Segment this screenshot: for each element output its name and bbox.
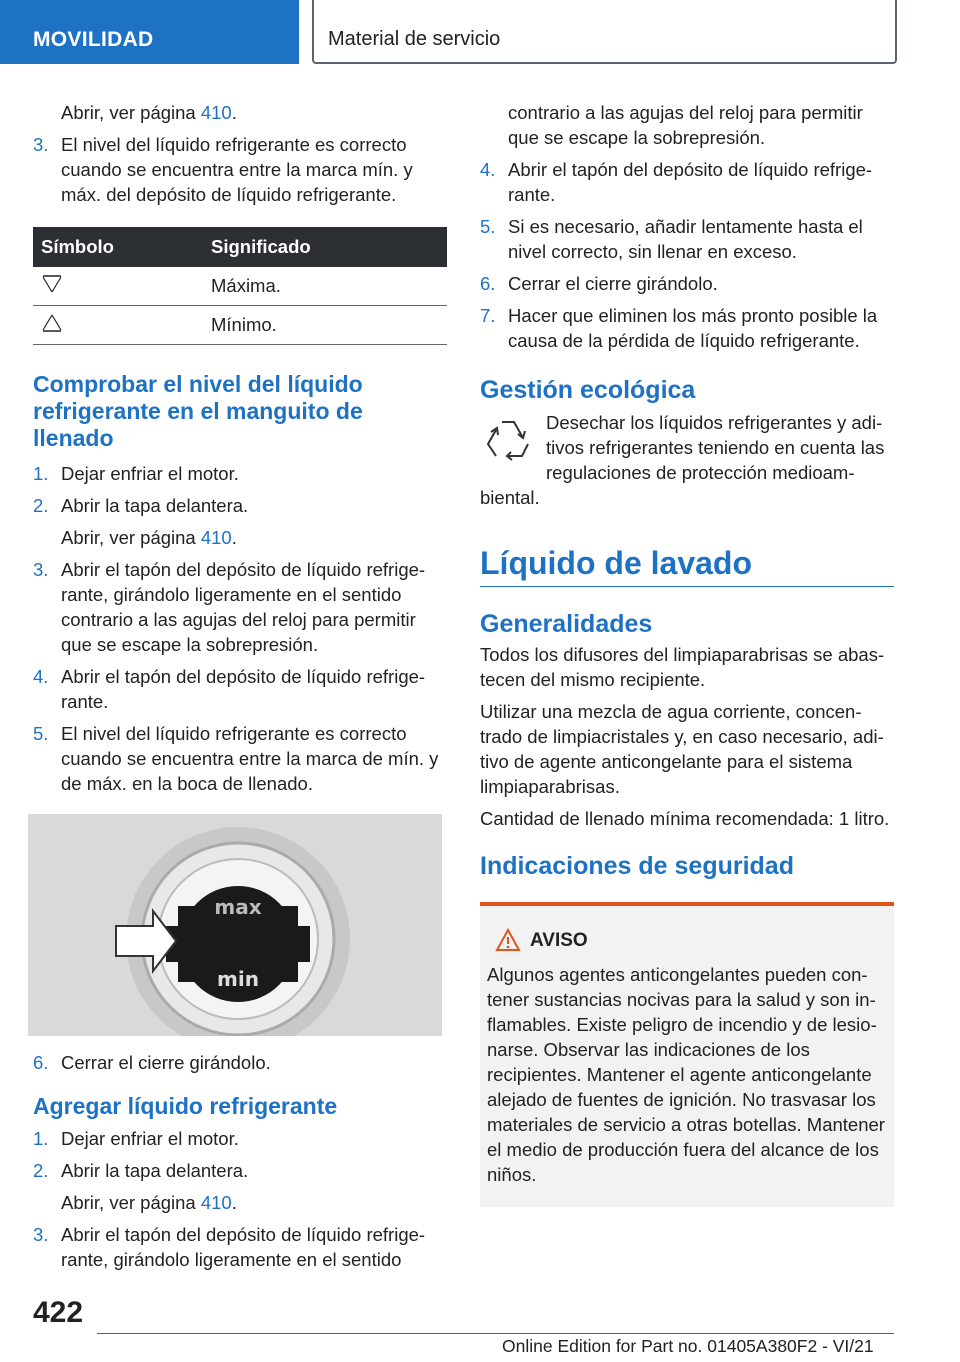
- chapter-label: Material de servicio: [328, 28, 501, 50]
- list-item: 4. Abrir el tapón del depósito de líquido refrigerante.: [480, 159, 873, 205]
- eco-block: [480, 410, 894, 510]
- max-label: max: [214, 895, 262, 919]
- open-reference: Abrir, ver página 410.: [61, 1192, 237, 1213]
- page-link[interactable]: 410: [200, 527, 232, 548]
- left-column: [33, 100, 447, 1279]
- section-label: MOVILIDAD: [33, 28, 154, 51]
- section-heading-add: Agregar líquido refrigerante: [33, 1093, 338, 1119]
- min-label: min: [217, 967, 259, 991]
- min-mark-icon: [41, 313, 63, 333]
- eco-text: Desechar los líquidos refrigerantes y aditivos refrigerantes teniendo en cuenta las regulaciones de protección medioambiental.: [480, 412, 885, 508]
- list-item: 6. Cerrar el cierre girándolo.: [33, 1052, 271, 1073]
- paragraph: Cantidad de llenado mínima recomendada: 1 litro.: [480, 808, 890, 829]
- list-item: 1. Dejar enfriar el motor.: [33, 1128, 239, 1149]
- open-reference: Abrir, ver página 410.: [61, 102, 237, 123]
- list-item: 5. Si es necesario, añadir lentamente hasta el nivel correcto, sin llenar en exceso.: [480, 216, 863, 262]
- open-reference: Abrir, ver página 410.: [61, 527, 237, 548]
- paragraph: Utilizar una mezcla de agua corriente, concentrado de limpiacristales y, en caso necesario, aditivo de agente anticongelante para el sistema limpiaparabrisas.: [480, 701, 884, 797]
- section-heading-general: Generalidades: [480, 610, 653, 638]
- table-cell: Máxima.: [211, 267, 447, 306]
- warning-icon: [495, 928, 521, 952]
- page-link[interactable]: 410: [200, 1192, 232, 1213]
- list-item: 3. Abrir el tapón del depósito de líquido refrigerante, girándolo ligeramente en el sentido: [33, 1224, 426, 1270]
- section-heading-eco: Gestión ecológica: [480, 376, 696, 404]
- table-header-meaning: Significado: [211, 227, 447, 267]
- footer-rule: [97, 1333, 894, 1334]
- list-item: 7. Hacer que eliminen los más pronto posible la causa de la pérdida de líquido refrigerante.: [480, 305, 878, 351]
- list-item: 1. Dejar enfriar el motor.: [33, 463, 239, 484]
- max-mark-icon: [41, 274, 63, 294]
- table-row: [33, 267, 447, 306]
- page-link[interactable]: 410: [200, 102, 232, 123]
- table-cell: Mínimo.: [211, 306, 447, 345]
- right-column: [480, 100, 894, 1207]
- filler-neck-photo: [28, 814, 442, 1036]
- list-item: 3. El nivel del líquido refrigerante es correcto cuando se encuentra entre la marca mín. y máx. del depósito de líquido refrigerante.: [33, 134, 413, 205]
- list-item: 4. Abrir el tapón del depósito de líquido refrigerante.: [33, 666, 426, 712]
- symbol-table: [33, 227, 447, 345]
- section-heading-check: Comprobar el nivel del líquido refrigerante en el manguito de llenado: [33, 371, 363, 451]
- chapter-tab: [312, 0, 897, 64]
- list-item: 6. Cerrar el cierre girándolo.: [480, 273, 718, 294]
- list-item: 3. Abrir el tapón del depósito de líquido refrigerante, girándolo ligeramente en el sentido contrario a las agujas del reloj para permitir que se escape la sobrepresión.: [33, 559, 426, 655]
- list-item-continuation: contrario a las agujas del reloj para permitir que se escape la sobrepresión.: [508, 102, 863, 148]
- edition-note: Online Edition for Part no. 01405A380F2 - VI/21: [502, 1336, 874, 1356]
- warning-title: AVISO: [530, 930, 588, 951]
- list-item: 2. Abrir la tapa delantera.: [33, 495, 249, 516]
- paragraph: Todos los difusores del limpiaparabrisas se abastecen del mismo recipiente.: [480, 644, 885, 690]
- chapter-heading-washer: Líquido de lavado: [480, 544, 894, 587]
- list-item: 5. El nivel del líquido refrigerante es correcto cuando se encuentra entre la marca de mín. y de máx. en la boca de llenado.: [33, 723, 439, 794]
- table-header-symbol: Símbolo: [33, 227, 211, 267]
- section-heading-safety: Indicaciones de seguridad: [480, 852, 794, 880]
- warning-box: [480, 902, 894, 1207]
- table-row: [33, 306, 447, 345]
- warning-text: Algunos agentes anticongelantes pueden contener sustancias nocivas para la salud y son inflamables. Existe peligro de incendio y de lesionarse. Observar las indicaciones de los recipientes. Mantener el agente anticongelante alejado de fuentes de ignición. No trasvasar los materiales de servicio a otras botellas. Mantener el medio de producción fuera del alcance de los niños.: [487, 964, 885, 1185]
- recycle-icon: [482, 416, 534, 466]
- section-tab: [0, 0, 299, 64]
- page-number: 422: [33, 1296, 84, 1329]
- list-item: 2. Abrir la tapa delantera.: [33, 1160, 249, 1181]
